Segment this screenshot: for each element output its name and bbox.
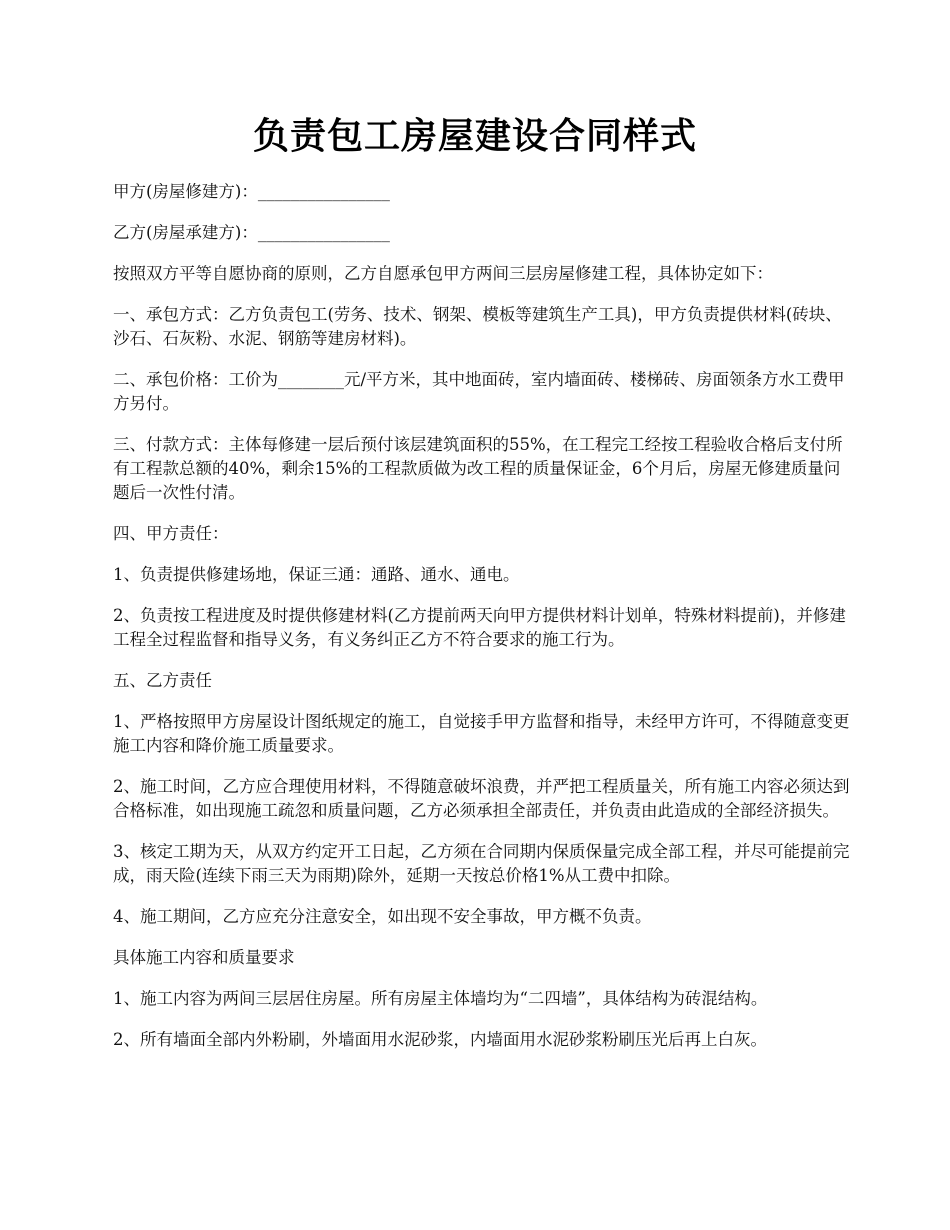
section-heading-party-a: 四、甲方责任： (113, 524, 229, 543)
document-body (113, 180, 853, 1069)
preamble-paragraph: 按照双方平等自愿协商的原则，乙方自愿承包甲方两间三层房屋修建工程，具体协定如下： (113, 264, 773, 283)
section-heading-construction: 具体施工内容和质量要求 (113, 948, 295, 967)
party-b-line: 乙方(房屋承建方)：________________ (113, 223, 390, 242)
construction-item-1: 1、施工内容为两间三层居住房屋。所有房屋主体墙均为“二四墙”，具体结构为砖混结构。 (113, 989, 768, 1008)
party-a-duty-2: 2、负责按工程进度及时提供修建材料(乙方提前两天向甲方提供材料计划单，特殊材料提前)，并修建工程全过程监督和指导义务，有义务纠正乙方不符合要求的施工行为。 (113, 606, 846, 649)
party-b-duty-1: 1、严格按照甲方房屋设计图纸规定的施工，自觉接手甲方监督和指导，未经甲方许可，不得随意变更施工内容和降价施工质量要求。 (113, 712, 850, 755)
party-a-duty-1: 1、负责提供修建场地，保证三通：通路、通水、通电。 (113, 565, 520, 584)
party-b-duty-4: 4、施工期间，乙方应充分注意安全，如出现不安全事故，甲方概不负责。 (113, 907, 652, 926)
clause-contract-method: 一、承包方式：乙方负责包工(劳务、技术、钢架、模板等建筑生产工具)，甲方负责提供材料(砖块、沙石、石灰粉、水泥、钢筋等建房材料)。 (113, 305, 842, 348)
clause-contract-price: 二、承包价格：工价为________元/平方米，其中地面砖，室内墙面砖、楼梯砖、房面领条方水工费甲方另付。 (113, 370, 845, 413)
party-a-line: 甲方(房屋修建方)：________________ (113, 182, 390, 201)
clause-payment-method: 三、付款方式：主体每修建一层后预付该层建筑面积的55%，在工程完工经按工程验收合格后支付所有工程款总额的40%，剩余15%的工程款质做为改工程的质量保证金，6个月后，房屋无修建质量问题后一次性付清。 (113, 435, 843, 502)
party-b-duty-2: 2、施工时间，乙方应合理使用材料，不得随意破坏浪费，并严把工程质量关，所有施工内容必须达到合格标准，如出现施工疏忽和质量问题，乙方必须承担全部责任，并负责由此造成的全部经济损失。 (113, 777, 850, 820)
section-heading-party-b: 五、乙方责任 (113, 671, 212, 690)
document-title: 负责包工房屋建设合同样式 (252, 115, 697, 157)
construction-item-2: 2、所有墙面全部内外粉刷，外墙面用水泥砂浆，内墙面用水泥砂浆粉刷压光后再上白灰。 (113, 1030, 767, 1049)
party-b-duty-3: 3、核定工期为天，从双方约定开工日起，乙方须在合同期内保质保量完成全部工程，并尽可能提前完成，雨天险(连续下雨三天为雨期)除外，延期一天按总价格1%从工费中扣除。 (113, 842, 850, 885)
